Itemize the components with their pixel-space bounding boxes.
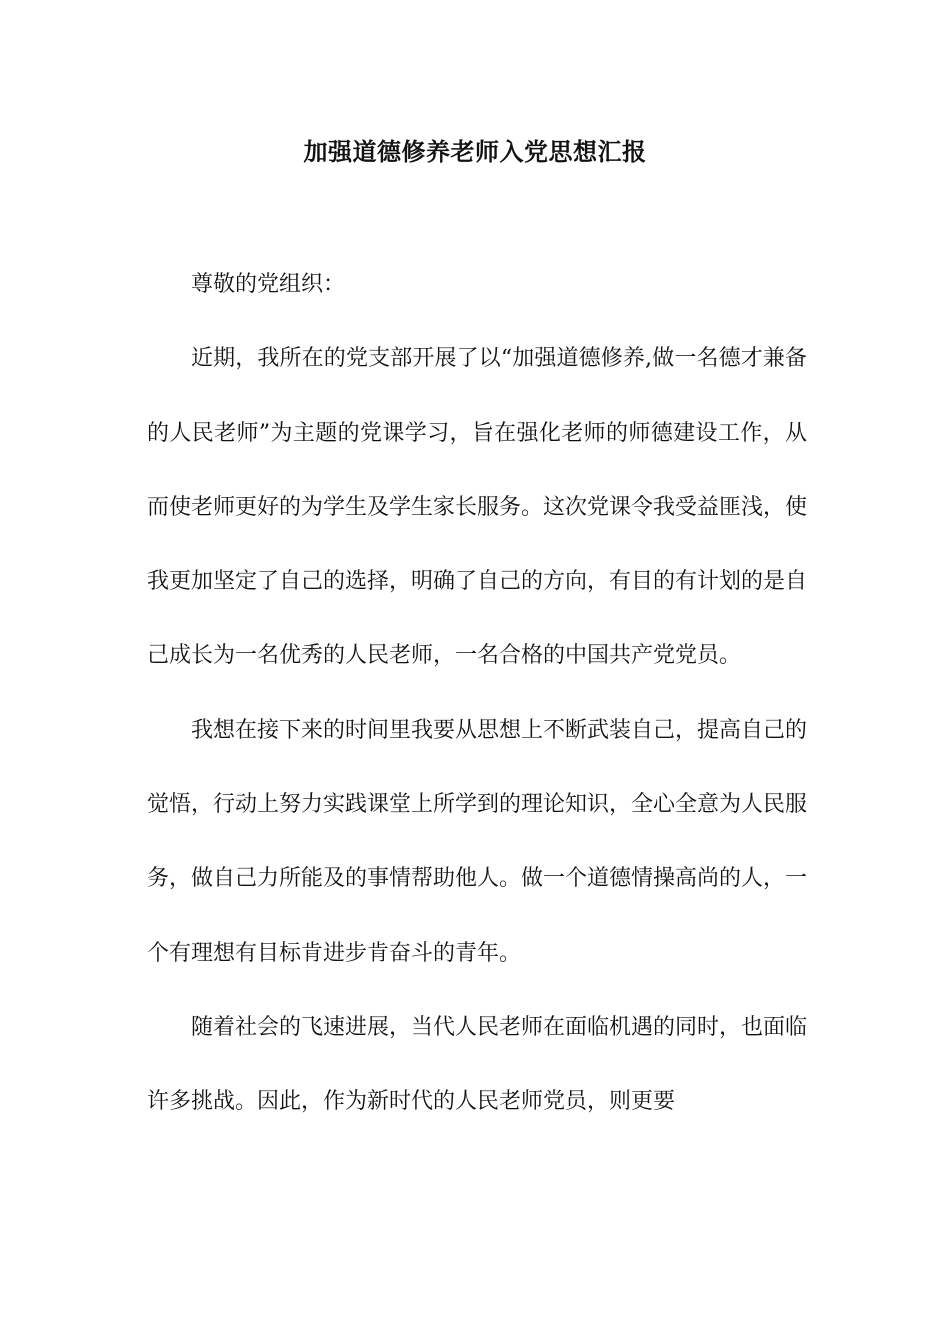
document-title: 加强道德修养老师入党思想汇报 [303, 137, 647, 166]
salutation: 尊敬的党组织： [191, 272, 346, 297]
paragraph-2: 我想在接下来的时间里我要从思想上不断武装自己，提高自己的觉悟，行动上努力实践课堂上所学到的理论知识，全心全意为人民服务，做自己力所能及的事情帮助他人。做一个道德情操高尚的人，一个有理想有目标肯进步肯奋斗的青年。 [147, 717, 808, 966]
document-body [147, 248, 807, 1140]
paragraph-1: 近期，我所在的党支部开展了以“加强道德修养,做一名德才兼备的人民老师”为主题的党课学习，旨在强化老师的师德建设工作，从而使老师更好的为学生及学生家长服务。这次党课令我受益匪浅，使我更加坚定了自己的选择，明确了自己的方向，有目的有计划的是自己成长为一名优秀的人民老师，一名合格的中国共产党党员。 [147, 346, 808, 669]
paragraph-3: 随着社会的飞速进展，当代人民老师在面临机遇的同时，也面临许多挑战。因此，作为新时代的人民老师党员，则更要 [147, 1014, 808, 1115]
